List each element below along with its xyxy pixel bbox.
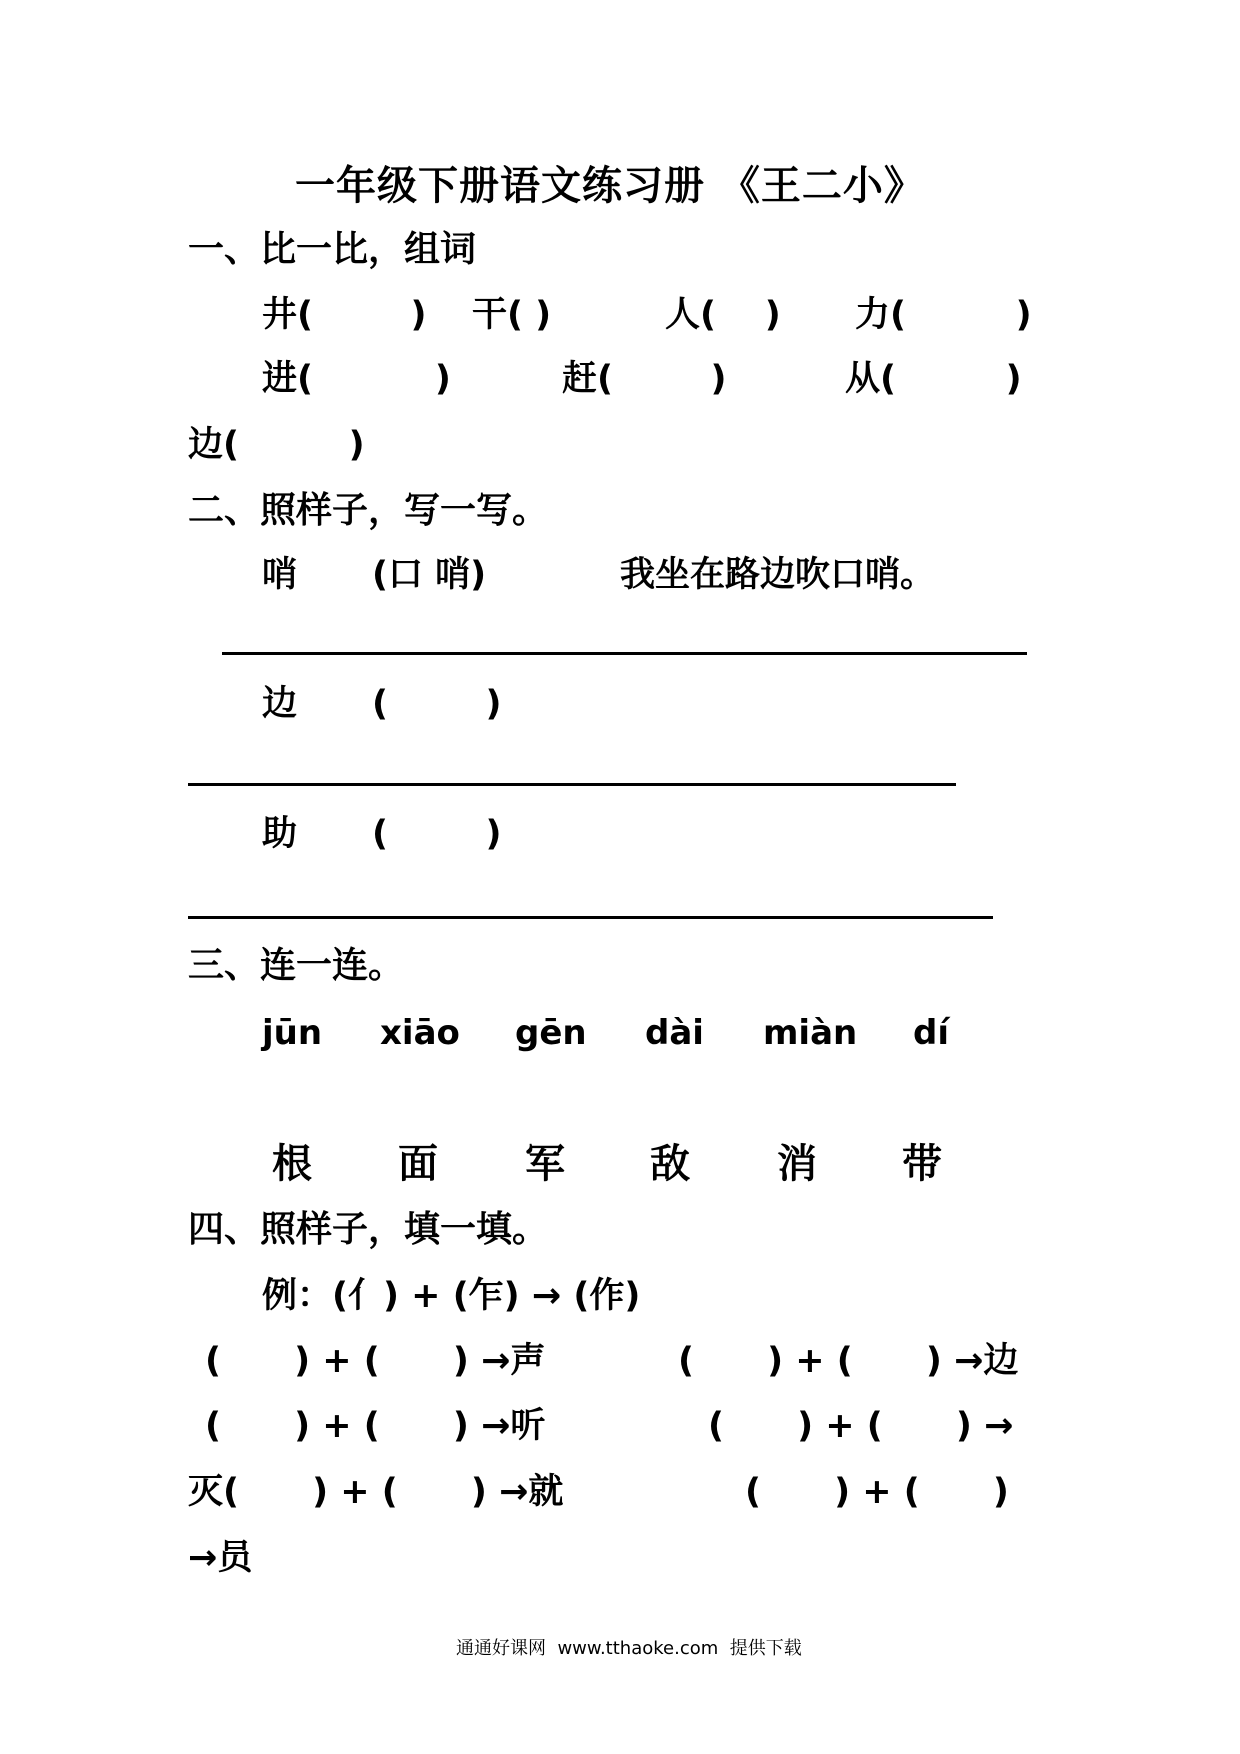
writing-line: [188, 783, 956, 786]
section3-heading: 三、连一连。: [188, 945, 405, 986]
character-item: 敌: [650, 1141, 690, 1187]
word-group-item: 边( ): [188, 425, 365, 465]
fill-formula: ( ) + ( ) →边: [678, 1341, 1019, 1381]
prompt-char: 助: [262, 814, 298, 854]
section1-heading: 一、比一比，组词: [188, 229, 477, 270]
character-item: 根: [272, 1141, 312, 1187]
section4-heading: 四、照样子，填一填。: [188, 1209, 549, 1250]
pinyin-item: dí: [913, 1013, 949, 1053]
pinyin-item: gēn: [515, 1013, 587, 1053]
section2-heading: 二、照样子，写一写。: [188, 490, 549, 531]
example-char: 哨: [262, 555, 298, 595]
pinyin-item: miàn: [763, 1013, 858, 1053]
fill-formula: →员: [188, 1538, 253, 1578]
fill-formula: ( ) + ( ) →听: [205, 1406, 546, 1446]
word-group-item: 从( ): [845, 359, 1022, 399]
prompt-char: 边: [262, 684, 298, 724]
character-item: 消: [777, 1141, 817, 1187]
fill-formula: ( ) + ( ) →: [708, 1406, 1014, 1446]
pinyin-item: xiāo: [380, 1013, 460, 1053]
word-group-item: 力( ): [855, 295, 1032, 335]
character-item: 军: [525, 1141, 565, 1187]
pinyin-item: dài: [645, 1013, 704, 1053]
page-title: 一年级下册语文练习册 《王二小》: [295, 163, 925, 209]
word-group-item: 赶( ): [562, 359, 727, 399]
example-word: (口 哨): [372, 555, 487, 595]
fill-formula: ( ) + ( ) →声: [205, 1341, 546, 1381]
character-item: 带: [902, 1141, 942, 1187]
word-group-item: 进( ): [262, 359, 451, 399]
prompt-paren: ( ): [372, 814, 502, 854]
prompt-paren: ( ): [372, 684, 502, 724]
word-group-item: 干( ): [472, 295, 552, 335]
writing-line: [222, 652, 1027, 655]
word-group-item: 人( ): [665, 295, 781, 335]
example-formula: 例：(亻) + (乍) → (作): [262, 1276, 641, 1316]
pinyin-item: jūn: [262, 1013, 323, 1053]
writing-line: [188, 916, 993, 919]
word-group-item: 井( ): [262, 295, 427, 335]
example-sentence: 我坐在路边吹口哨。: [620, 555, 936, 595]
fill-formula: 灭( ) + ( ) →就: [188, 1472, 564, 1512]
character-item: 面: [398, 1141, 438, 1187]
fill-formula: ( ) + ( ): [745, 1472, 1009, 1512]
footer-credit: 通通好课网 www.tthaoke.com 提供下载: [456, 1638, 802, 1659]
